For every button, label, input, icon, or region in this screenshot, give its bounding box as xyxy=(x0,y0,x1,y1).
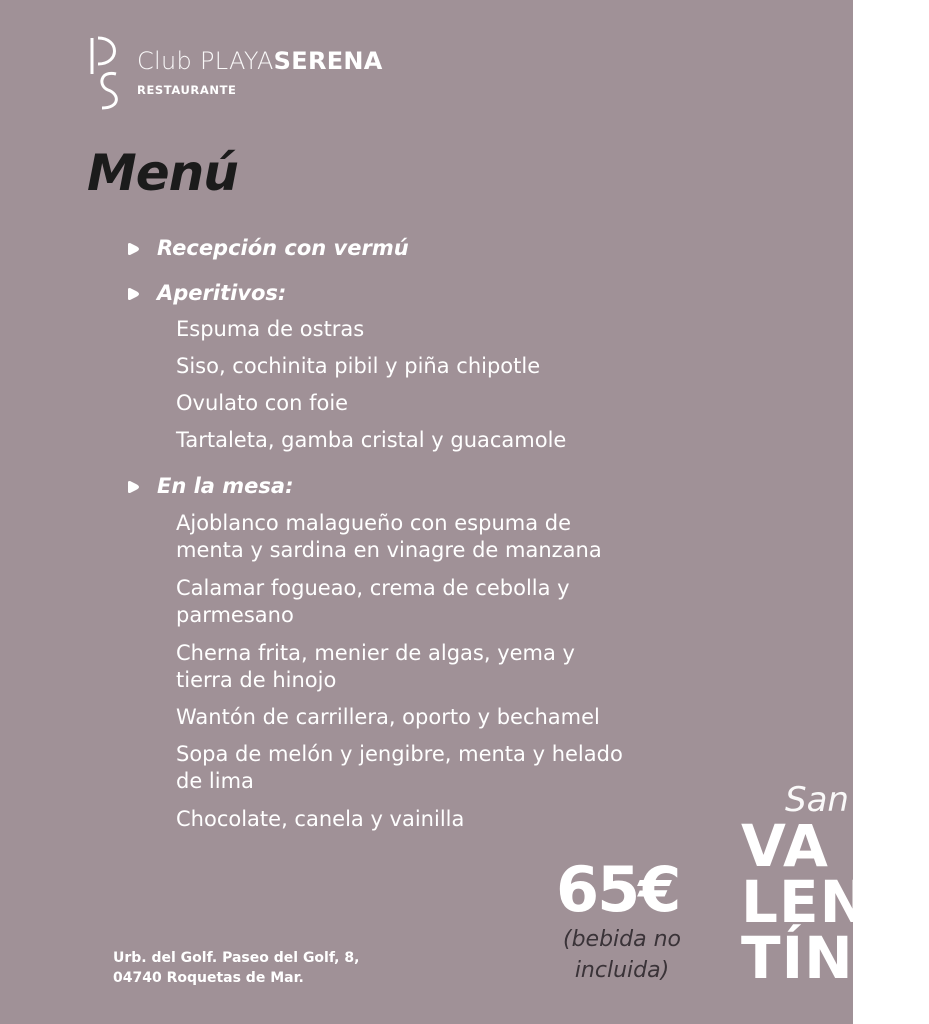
event-title xyxy=(741,812,870,992)
list-item: Siso, cochinita pibil y piña chipotle xyxy=(176,354,541,378)
event-prefix: San xyxy=(785,780,849,820)
list-item: Tartaleta, gamba cristal y guacamole xyxy=(176,428,567,452)
list-item: Chocolate, canela y vainilla xyxy=(176,807,465,831)
section-heading-aperitivos xyxy=(127,279,286,307)
price-amount: 65€ xyxy=(556,853,680,926)
section-heading-label: Aperitivos: xyxy=(157,281,287,305)
address-line-2: 04740 Roquetas de Mar. xyxy=(113,970,304,986)
event-title-line-1: VA xyxy=(741,812,829,880)
list-item: Cherna frita, menier de algas, yema y tierra de hinojo xyxy=(176,641,575,692)
brand-subtitle: RESTAURANTE xyxy=(137,83,237,97)
list-item: Espuma de ostras xyxy=(176,317,365,341)
section-heading-en-la-mesa xyxy=(127,472,293,500)
list-item: Ovulato con foie xyxy=(176,391,349,415)
list-item: Wantón de carrillera, oporto y bechamel xyxy=(176,705,600,729)
list-item: Ajoblanco malagueño con espuma de menta y sardina en vinagre de manzana xyxy=(176,511,602,562)
club-playa-serena-logo-icon xyxy=(86,34,130,112)
brand-name-light: Club PLAYA xyxy=(137,47,274,75)
bullet-icon xyxy=(127,480,143,494)
event-title-line-3: TÍN xyxy=(741,924,854,992)
section-heading-label: En la mesa: xyxy=(157,474,294,498)
bullet-icon xyxy=(127,287,143,301)
brand-name xyxy=(137,46,383,76)
list-item: Calamar fogueao, crema de cebolla y parmesano xyxy=(176,576,570,627)
section-heading-label: Recepción con vermú xyxy=(157,236,409,260)
event-title-line-2: LEN xyxy=(741,868,870,936)
address xyxy=(113,948,359,988)
brand-name-bold: SERENA xyxy=(273,47,383,75)
list-item: Sopa de melón y jengibre, menta y helado de lima xyxy=(176,742,623,793)
price-note: (bebida no incluida) xyxy=(562,927,681,983)
bullet-icon xyxy=(127,242,143,256)
section-heading-recepcion xyxy=(127,234,409,262)
page-title: Menú xyxy=(87,144,238,202)
address-line-1: Urb. del Golf. Paseo del Golf, 8, xyxy=(113,950,360,966)
